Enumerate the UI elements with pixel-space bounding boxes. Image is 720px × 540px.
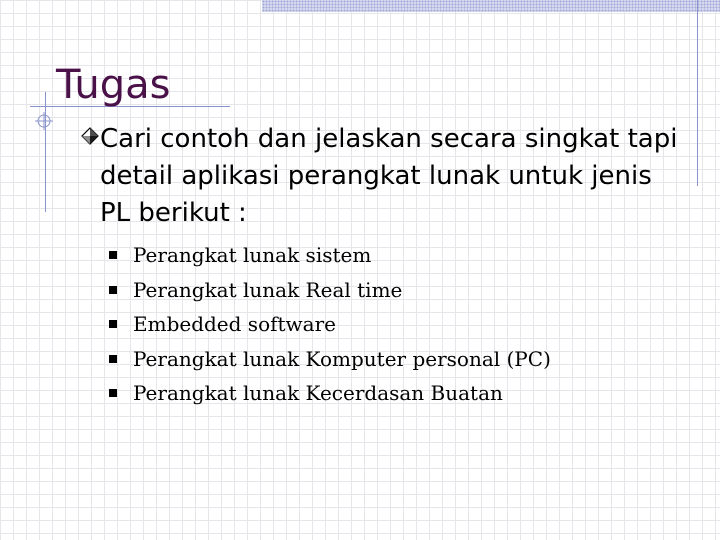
square-bullet-icon (109, 320, 117, 328)
sub-list-item-label: Perangkat lunak sistem (133, 243, 372, 267)
square-bullet-icon (109, 251, 117, 259)
sub-list-item-label: Perangkat lunak Komputer personal (PC) (133, 346, 551, 371)
sub-list-item (108, 273, 551, 308)
sub-bullet-list (108, 238, 551, 411)
sub-list-item (108, 238, 551, 273)
sub-list-item-label: Perangkat lunak Real time (133, 277, 403, 302)
square-bullet-icon (109, 355, 117, 363)
top-decorative-strip (262, 0, 720, 12)
left-vertical-rule (45, 92, 46, 212)
sub-list-item (108, 307, 551, 342)
main-bullet-text: Cari contoh dan jelaskan secara singkat tapi detail aplikasi perangkat lunak untuk jenis PL berikut : (100, 124, 678, 228)
right-vertical-rule (697, 0, 698, 186)
crosshair-icon (35, 112, 53, 130)
sub-list-item (108, 342, 551, 377)
sub-list-item-label: Embedded software (133, 312, 336, 336)
main-bullet (80, 121, 680, 232)
square-bullet-icon (109, 286, 117, 294)
sub-list-item-label: Perangkat lunak Kecerdasan Buatan (133, 381, 503, 405)
square-bullet-icon (109, 389, 117, 397)
diamond-bullet-icon (80, 126, 100, 146)
slide-title: Tugas (56, 62, 171, 108)
sub-list-item (108, 376, 551, 411)
